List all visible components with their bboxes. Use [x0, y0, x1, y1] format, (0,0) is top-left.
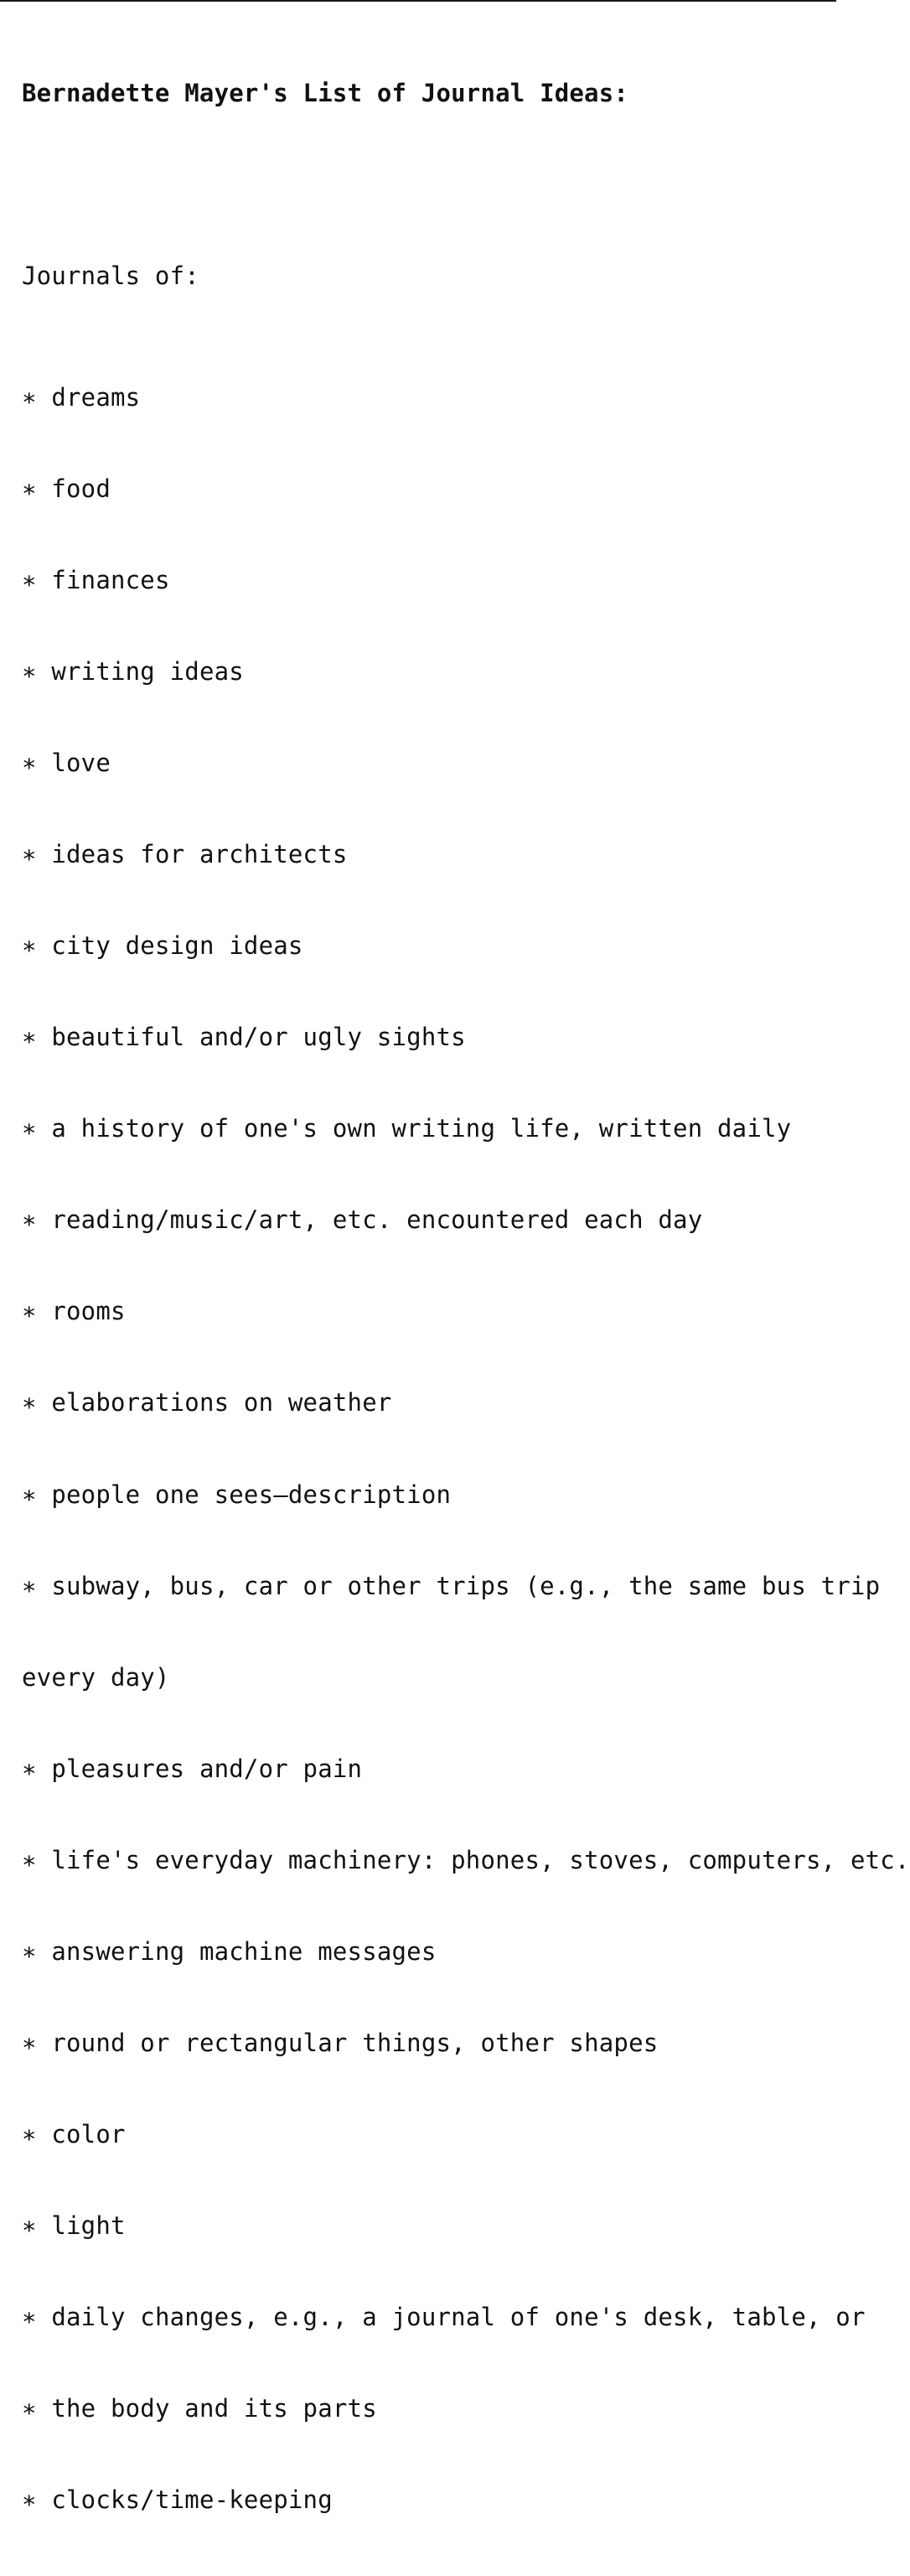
asterisk-bullet-icon: ∗ [22, 2119, 37, 2148]
list-item [22, 1754, 836, 1784]
list-item-text: reading/music/art, etc. encountered each day [51, 1205, 703, 1235]
asterisk-bullet-icon: ∗ [22, 1205, 37, 1235]
list-item [22, 2393, 836, 2423]
list-item [22, 565, 836, 595]
asterisk-bullet-icon: ∗ [22, 1754, 37, 1783]
list-item-text: subway, bus, car or other trips (e.g., the same bus trip [51, 1571, 881, 1600]
list-item-text: writing ideas [51, 657, 244, 687]
asterisk-bullet-icon: ∗ [22, 1297, 37, 1326]
list-item [22, 656, 836, 687]
asterisk-bullet-icon: ∗ [22, 1480, 37, 1509]
list-item [22, 1571, 881, 1601]
list-item-text: love [51, 749, 111, 778]
list-item-text: dreams [51, 383, 141, 412]
list-item [22, 1296, 836, 1326]
list-item [22, 2302, 866, 2332]
list-item-text: finances [51, 566, 170, 595]
asterisk-bullet-icon: ∗ [22, 474, 37, 504]
list-item-text: round or rectangular things, other shapes [51, 2028, 659, 2057]
list-item [22, 1205, 836, 1235]
asterisk-bullet-icon: ∗ [22, 749, 37, 778]
list-item-text: people one sees—description [51, 1480, 452, 1509]
journal-ideas-document [22, 17, 910, 2576]
list-item-text: beautiful and/or ugly sights [51, 1023, 466, 1052]
asterisk-bullet-icon: ∗ [22, 2393, 37, 2423]
list-item [22, 474, 836, 504]
document-title: Bernadette Mayer's List of Journal Ideas: [22, 78, 629, 107]
list-item-text: food [51, 474, 111, 504]
list-item [22, 1936, 836, 1967]
list-item [22, 2028, 836, 2058]
list-item-text: clocks/time-keeping [51, 2485, 333, 2514]
list-item [22, 748, 836, 778]
asterisk-bullet-icon: ∗ [22, 566, 37, 595]
list-item-text: rooms [51, 1297, 126, 1326]
asterisk-bullet-icon: ∗ [22, 1571, 37, 1600]
list-item [22, 2119, 836, 2149]
list-item-text: ideas for architects [51, 840, 348, 869]
list-item-text: light [51, 2211, 126, 2240]
list-item-text: the body and its parts [51, 2393, 377, 2423]
list-item [22, 930, 836, 961]
asterisk-bullet-icon: ∗ [22, 1845, 37, 1874]
list-item-continuation: every day) [22, 1662, 170, 1692]
list-item-text: city design ideas [51, 931, 303, 961]
list-item-text: a history of one's own writing life, written daily [51, 1114, 792, 1143]
list-item [22, 2211, 836, 2241]
list-item [22, 1845, 910, 1875]
asterisk-bullet-icon: ∗ [22, 1936, 37, 1966]
asterisk-bullet-icon: ∗ [22, 1388, 37, 1418]
asterisk-bullet-icon: ∗ [22, 2485, 37, 2514]
list-item-text: life's everyday machinery: phones, stoves, computers, etc. [51, 1845, 910, 1874]
asterisk-bullet-icon: ∗ [22, 2028, 37, 2057]
intro-line: Journals of: [22, 261, 199, 290]
list-item [22, 382, 836, 412]
list-item-text: pleasures and/or pain [51, 1754, 363, 1783]
asterisk-bullet-icon: ∗ [22, 931, 37, 961]
list-item [22, 1387, 836, 1418]
list-item [22, 2485, 836, 2515]
asterisk-bullet-icon: ∗ [22, 657, 37, 687]
asterisk-bullet-icon: ∗ [22, 2302, 37, 2331]
asterisk-bullet-icon: ∗ [22, 2211, 37, 2240]
list-item-text: elaborations on weather [51, 1388, 392, 1418]
blank-line [22, 169, 836, 200]
asterisk-bullet-icon: ∗ [22, 1114, 37, 1143]
list-item-text: daily changes, e.g., a journal of one's desk, table, or [51, 2302, 866, 2331]
list-item-text: color [51, 2119, 126, 2148]
list-item-text: answering machine messages [51, 1936, 437, 1966]
list-item [22, 1113, 836, 1143]
list-item [22, 839, 836, 869]
asterisk-bullet-icon: ∗ [22, 840, 37, 869]
asterisk-bullet-icon: ∗ [22, 383, 37, 412]
list-item [22, 1480, 836, 1510]
asterisk-bullet-icon: ∗ [22, 1023, 37, 1052]
list-item [22, 1022, 836, 1052]
